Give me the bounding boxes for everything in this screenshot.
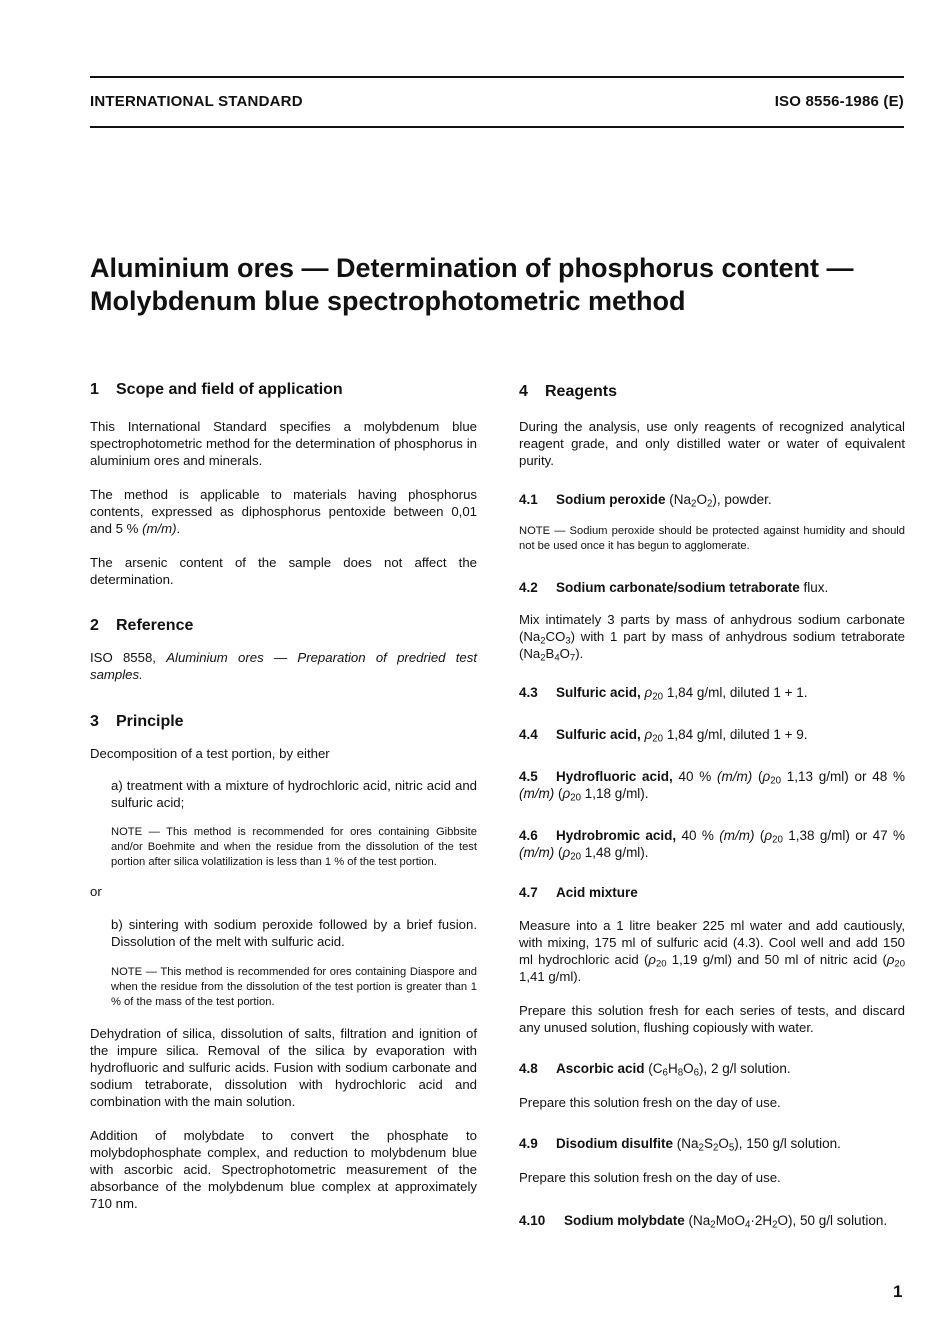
r2-p1: Mix intimately 3 parts by mass of anhydrous sodium carbonate (Na [519, 612, 905, 644]
r5-name: Hydrofluoric acid, [556, 769, 673, 784]
r2-s3: 2 [540, 652, 546, 664]
s3-note-b: NOTE — This method is recommended for ores containing Diaspore and when the residue from the dissolution of the test portion is greater than 1 % of the mass of the test portion. [111, 966, 477, 1008]
s2-ref-title: Aluminium ores — Preparation of predried test samples. [90, 650, 477, 682]
s1-p2-unit: (m/m) [142, 521, 177, 536]
r7-name: Acid mixture [556, 885, 638, 900]
section-2-number: 2 [90, 617, 99, 634]
r1-name: Sodium peroxide [556, 492, 666, 507]
r7-rho-2: ρ [886, 952, 895, 967]
reagent-4-6 [519, 827, 905, 861]
r5-t4: ( [554, 786, 563, 801]
r10-f1: (Na [684, 1213, 711, 1228]
r8-number: 4.8 [519, 1061, 538, 1076]
document-title [90, 252, 920, 318]
section-4-title: Reagents [545, 383, 618, 400]
r8-name: Ascorbic acid [556, 1061, 645, 1076]
r5-rho: ρ [762, 769, 771, 784]
r8-s3: 6 [693, 1067, 700, 1079]
r1-f2: O [696, 492, 707, 507]
header-left: INTERNATIONAL STANDARD [90, 93, 303, 110]
s3-paragraph-3: Addition of molybdate to convert the phosphate to molybdophosphate complex, and reduction to molybdenum blue with ascorbic acid. Spectrophotometric measurement of the absorbance of the molybdenum blue complex at approximately 710 nm. [90, 1128, 477, 1211]
r6-number: 4.6 [519, 828, 538, 843]
r9-f1: (Na [673, 1136, 699, 1151]
r4-rest: 1,84 g/ml, diluted 1 + 9. [663, 727, 808, 742]
r9-f3: O [718, 1136, 729, 1151]
title-line-1: Aluminium ores — Determination of phosphorus content — [90, 253, 854, 283]
r2-p6: ). [575, 646, 584, 661]
header-rule-bottom [90, 126, 904, 128]
s3-option-b: b) sintering with sodium peroxide followed by a brief fusion. Dissolution of the melt with sulfuric acid. [111, 917, 477, 949]
r10-f2: MoO [715, 1213, 745, 1228]
r8-paragraph: Prepare this solution fresh on the day of use. [519, 1095, 781, 1110]
r6-name: Hydrobromic acid, [556, 828, 677, 843]
r10-f3: ·2H [750, 1213, 773, 1228]
r7-p1b: 1,19 g/ml) and 50 ml of nitric acid ( [666, 952, 887, 967]
s1-p2-text: The method is applicable to materials having phosphorus contents, expressed as diphosphorus pentoxide between 0,01 and 5 % [90, 487, 477, 536]
r4-rho: ρ [644, 727, 653, 742]
r9-name: Disodium disulfite [556, 1136, 674, 1151]
reagent-4-1 [519, 491, 905, 509]
r5-t5: 1,18 g/ml). [581, 786, 649, 801]
r3-sub: 20 [652, 691, 664, 703]
r8-f2: H [667, 1061, 678, 1076]
r8-f4: ), 2 g/l solution. [699, 1061, 791, 1076]
r3-number: 4.3 [519, 685, 538, 700]
r7-rho-1: ρ [648, 952, 656, 967]
r5-sub: 20 [770, 775, 782, 787]
r8-s2: 8 [677, 1067, 684, 1079]
reagent-4-7 [519, 884, 905, 902]
header-right: ISO 8556-1986 (E) [774, 93, 904, 110]
s1-paragraph-1: This International Standard specifies a molybdenum blue spectrophotometric method for the determination of phosphorus in aluminium ores and minerals. [90, 419, 477, 468]
r6-sub: 20 [772, 834, 783, 846]
reagent-4-9 [519, 1135, 905, 1153]
section-3-number: 3 [90, 713, 99, 730]
r7-sub-2: 20 [894, 958, 905, 970]
r10-s2: 4 [744, 1219, 751, 1231]
section-4-heading [519, 382, 905, 402]
r8-s1: 6 [662, 1067, 668, 1079]
r9-s3: 5 [728, 1142, 735, 1154]
r2-p3: ) with 1 part by mass of anhydrous sodium tetraborate (Na [519, 629, 905, 661]
r6-sub-2: 20 [570, 851, 582, 863]
r5-number: 4.5 [519, 769, 538, 784]
s2-reference [90, 649, 477, 683]
r5-t1: 40 % [672, 769, 717, 784]
r8-f1: (C [644, 1061, 663, 1076]
r9-f2: S [703, 1136, 713, 1151]
s1-paragraph-3: The arsenic content of the sample does not affect the determination. [90, 555, 477, 587]
r7-paragraph-1 [519, 917, 905, 985]
reagent-4-3 [519, 684, 905, 702]
section-2-heading [90, 616, 477, 636]
reagent-4-10 [519, 1212, 905, 1230]
r10-s3: 2 [772, 1219, 778, 1231]
r2-number: 4.2 [519, 580, 538, 595]
section-3-heading [90, 712, 477, 732]
reagent-4-2 [519, 579, 905, 597]
r2-name: Sodium carbonate/sodium tetraborate [556, 580, 800, 595]
r3-name: Sulfuric acid, [556, 685, 641, 700]
r9-number: 4.9 [519, 1136, 538, 1151]
r5-t2: ( [752, 769, 763, 784]
r1-s2: 2 [706, 498, 713, 510]
s4-paragraph-1: During the analysis, use only reagents of recognized analytical reagent grade, and only distilled water or water of equivalent purity. [519, 419, 905, 468]
r2-s1: 2 [540, 635, 546, 647]
page-number: 1 [893, 1282, 903, 1301]
r7-sub-1: 20 [655, 958, 667, 970]
r2-s2: 3 [565, 635, 571, 647]
left-column [90, 380, 477, 1212]
r8-f3: O [683, 1061, 694, 1076]
r5-rho-2: ρ [562, 786, 571, 801]
r5-unit: (m/m) [717, 769, 753, 784]
r6-unit: (m/m) [719, 828, 755, 843]
r1-s1: 2 [691, 498, 697, 510]
s3-or: or [90, 884, 102, 899]
r6-rho-2: ρ [562, 845, 571, 860]
reagent-4-4 [519, 726, 905, 744]
r7-p1c: 1,41 g/ml). [519, 969, 582, 984]
r9-paragraph: Prepare this solution fresh on the day of use. [519, 1170, 781, 1185]
r6-t5: 1,48 g/ml). [581, 845, 649, 860]
r6-t2: ( [754, 828, 765, 843]
r1-number: 4.1 [519, 492, 538, 507]
r2-p5: O [559, 646, 570, 661]
header-rule-top [90, 76, 904, 78]
s3-paragraph-1: Decomposition of a test portion, by either [90, 746, 330, 761]
s2-ref-number: ISO 8558, [90, 650, 167, 665]
r4-number: 4.4 [519, 727, 538, 742]
section-1-title: Scope and field of application [116, 381, 343, 398]
section-3-title: Principle [116, 713, 184, 730]
r7-paragraph-2: Prepare this solution fresh for each series of tests, and discard any unused solution, flushing copiously with water. [519, 1003, 905, 1035]
reagent-4-8 [519, 1060, 905, 1078]
r9-s2: 2 [712, 1142, 719, 1154]
r4-name: Sulfuric acid, [556, 727, 641, 742]
r10-number: 4.10 [519, 1213, 546, 1228]
r1-f3: ), powder. [712, 492, 772, 507]
r9-f4: ), 150 g/l solution. [734, 1136, 841, 1151]
r1-f1: (Na [665, 492, 692, 507]
r3-rho: ρ [644, 685, 653, 700]
r2-s5: 7 [569, 652, 576, 664]
s3-paragraph-2: Dehydration of silica, dissolution of salts, filtration and ignition of the impure silica. Removal of the silica by evaporation with hydrofluoric and sulfuric acids. Fusion with sodium carbonate and sodium tetraborate, dissolution with hydrochloric acid and combination with the main solution. [90, 1026, 477, 1109]
r7-p1a: Measure into a 1 litre beaker 225 ml water and add cautiously, with mixing, 175 ml of sulfuric acid (4.3). Cool well and add 150 ml hydrochloric acid ( [519, 918, 905, 967]
title-line-2: Molybdenum blue spectrophotometric method [90, 286, 686, 316]
r6-t1: 40 % [676, 828, 720, 843]
r6-unit-2: (m/m) [519, 845, 555, 860]
s1-p2-end: . [176, 521, 181, 536]
r2-s4: 4 [554, 652, 560, 664]
r9-s1: 2 [698, 1142, 704, 1154]
r5-t3: 1,13 g/ml) or 48 % [781, 769, 905, 784]
r2-paragraph [519, 611, 905, 662]
r6-t3: 1,38 g/ml) or 47 % [782, 828, 905, 843]
r4-sub: 20 [652, 733, 664, 745]
right-column [519, 380, 905, 1230]
section-1-heading [90, 380, 477, 400]
s1-paragraph-2 [90, 486, 477, 537]
r2-rest: flux. [799, 580, 829, 595]
r10-name: Sodium molybdate [564, 1213, 685, 1228]
r6-rho: ρ [764, 828, 773, 843]
r5-unit-2: (m/m) [519, 786, 555, 801]
section-2-title: Reference [116, 617, 194, 634]
section-4-number: 4 [519, 383, 528, 400]
section-1-number: 1 [90, 381, 99, 398]
r2-p4: B [545, 646, 555, 661]
r1-note: NOTE — Sodium peroxide should be protected against humidity and should not be used once it has begun to agglomerate. [519, 525, 905, 552]
r10-s1: 2 [710, 1219, 716, 1231]
r2-p2: CO [545, 629, 566, 644]
reagent-4-5 [519, 768, 905, 802]
r6-t4: ( [554, 845, 563, 860]
r7-number: 4.7 [519, 885, 538, 900]
r10-f4: O), 50 g/l solution. [777, 1213, 888, 1228]
s3-option-a: a) treatment with a mixture of hydrochloric acid, nitric acid and sulfuric acid; [111, 778, 477, 810]
s3-note-a: NOTE — This method is recommended for ores containing Gibbsite and/or Boehmite and when the residue from the dissolution of the test portion after silica volatilization is less than 1 % of the test portion. [111, 826, 477, 868]
r3-rest: 1,84 g/ml, diluted 1 + 1. [663, 685, 808, 700]
r5-sub-2: 20 [570, 792, 582, 804]
